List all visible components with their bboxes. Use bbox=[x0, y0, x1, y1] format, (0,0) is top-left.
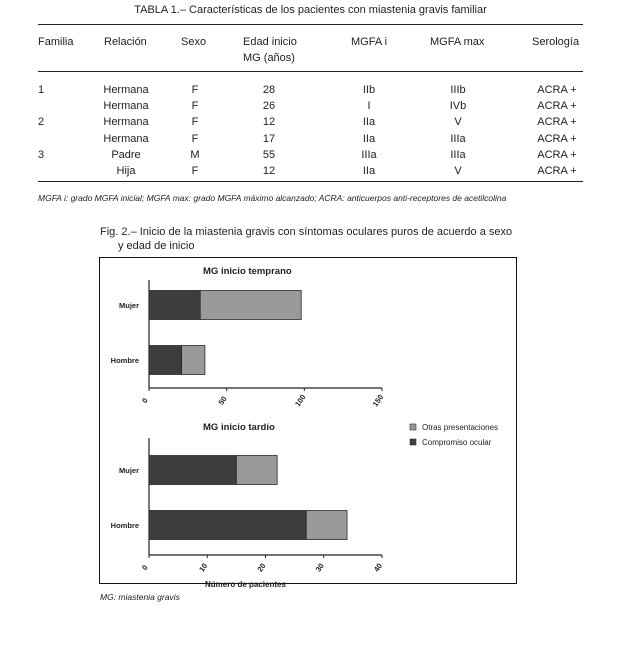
chart-title: MG inicio temprano bbox=[203, 266, 292, 277]
legend-label: Compromiso ocular bbox=[422, 438, 492, 447]
table-cell-mgfa-i: IIa bbox=[362, 165, 376, 177]
chart-category-label: Hombre bbox=[110, 356, 139, 365]
table-cell-mgfa-max: IIIa bbox=[450, 148, 466, 161]
table-cell-familia: 3 bbox=[38, 148, 45, 161]
table-cell-relacion: Hermana bbox=[103, 116, 149, 129]
table-cell-relacion: Hermana bbox=[103, 132, 149, 145]
bar-otras-presentaciones bbox=[200, 291, 301, 320]
table-cell-serologia: ACRA + bbox=[537, 148, 577, 161]
col-header-edad-sub: MG (años) bbox=[243, 52, 295, 64]
table-cell-mgfa-max: IIIa bbox=[450, 132, 466, 145]
col-header-relacion: Relación bbox=[104, 36, 147, 48]
chart-x-tick-label: 10 bbox=[197, 561, 210, 574]
bar-compromiso-ocular bbox=[149, 456, 236, 485]
figure-bottom-note: MG: miastenia gravis bbox=[100, 592, 180, 602]
table-cell-edad: 28 bbox=[262, 84, 276, 96]
col-header-mgfa-i: MGFA i bbox=[351, 36, 388, 48]
table-cell-serologia: ACRA + bbox=[537, 132, 577, 145]
chart-title: MG inicio tardío bbox=[203, 422, 275, 433]
table-title: TABLA 1.– Características de los pacientes con miastenia gravis familiar bbox=[134, 4, 487, 16]
col-header-serologia: Serología bbox=[532, 36, 580, 48]
legend-swatch bbox=[410, 424, 416, 430]
table-cell-sexo: M bbox=[190, 148, 200, 161]
figure-caption: Fig. 2.– Inicio de la miastenia gravis con síntomas oculares puros de acuerdo a sexo bbox=[100, 226, 513, 238]
table-cell-mgfa-max: V bbox=[454, 165, 462, 177]
chart-category-label: Mujer bbox=[118, 301, 139, 310]
col-header-sexo: Sexo bbox=[181, 36, 207, 48]
table-cell-serologia: ACRA + bbox=[537, 165, 577, 177]
table-cell-mgfa-max: IIIb bbox=[450, 84, 466, 96]
table-header-rule bbox=[38, 71, 583, 72]
legend-label: Otras presentaciones bbox=[422, 423, 499, 432]
col-header-edad: Edad inicio bbox=[243, 36, 297, 48]
table-footnote: MGFA i: grado MGFA inicial; MGFA max: grado MGFA máximo alcanzado; ACRA: anticuerpos anti-receptores de acetilcolina bbox=[38, 193, 507, 203]
bar-otras-presentaciones bbox=[306, 511, 347, 540]
table-cell-mgfa-max: V bbox=[454, 116, 462, 129]
table-cell-relacion: Padre bbox=[111, 148, 141, 161]
bar-compromiso-ocular bbox=[149, 346, 182, 375]
col-header-familia: Familia bbox=[38, 36, 74, 48]
table-cell-edad: 17 bbox=[262, 132, 276, 145]
table-top-rule bbox=[38, 24, 583, 25]
table-cell-edad: 12 bbox=[262, 116, 276, 129]
table-cell-sexo: F bbox=[191, 100, 199, 113]
table-cell-relacion: Hermana bbox=[103, 84, 149, 96]
table-cell-edad: 12 bbox=[262, 165, 276, 177]
chart-x-tick-label: 20 bbox=[255, 561, 268, 574]
figure-charts bbox=[100, 258, 518, 589]
chart-category-label: Mujer bbox=[118, 466, 139, 475]
table-cell-familia: 1 bbox=[38, 84, 45, 96]
table-cell-relacion: Hermana bbox=[103, 100, 149, 113]
table-cell-mgfa-i: IIb bbox=[362, 84, 376, 96]
table-cell-sexo: F bbox=[191, 165, 199, 177]
table-cell-mgfa-max: IVb bbox=[449, 100, 467, 113]
bar-otras-presentaciones bbox=[236, 456, 277, 485]
figure-caption-line2: y edad de inicio bbox=[118, 240, 195, 252]
table-cell-sexo: F bbox=[191, 116, 199, 129]
table-cell-mgfa-i: I bbox=[367, 100, 371, 113]
table-cell-sexo: F bbox=[191, 84, 199, 96]
table-cell-mgfa-i: IIIa bbox=[361, 148, 377, 161]
chart-x-tick-label: 30 bbox=[313, 561, 326, 574]
table-cell-edad: 26 bbox=[262, 100, 276, 113]
table-cell-edad: 55 bbox=[262, 148, 276, 161]
chart-x-tick-label: 0 bbox=[140, 396, 150, 405]
table-cell-familia: 2 bbox=[38, 116, 45, 129]
table-cell-serologia: ACRA + bbox=[537, 116, 577, 129]
table-cell-sexo: F bbox=[191, 132, 199, 145]
table-bottom-rule bbox=[38, 181, 583, 182]
table-cell-mgfa-i: IIa bbox=[362, 132, 376, 145]
chart-x-tick-label: 40 bbox=[371, 561, 385, 574]
legend-swatch bbox=[410, 439, 416, 445]
table-cell-relacion: Hija bbox=[116, 165, 136, 177]
bar-otras-presentaciones bbox=[182, 346, 205, 375]
col-header-mgfa-max: MGFA max bbox=[430, 36, 485, 48]
bar-compromiso-ocular bbox=[149, 511, 306, 540]
chart-x-axis-label: Número de pacientes bbox=[205, 580, 286, 589]
figure-frame bbox=[99, 257, 517, 589]
chart-category-label: Hombre bbox=[110, 521, 139, 530]
table-cell-serologia: ACRA + bbox=[537, 84, 577, 96]
table-cell-serologia: ACRA + bbox=[537, 100, 577, 113]
chart-x-tick-label: 50 bbox=[216, 394, 229, 407]
table-cell-mgfa-i: IIa bbox=[362, 116, 376, 129]
chart-x-tick-label: 0 bbox=[140, 563, 150, 572]
chart-x-tick-label: 100 bbox=[293, 392, 308, 409]
bar-compromiso-ocular bbox=[149, 291, 200, 320]
chart-x-tick-label: 150 bbox=[370, 392, 386, 409]
